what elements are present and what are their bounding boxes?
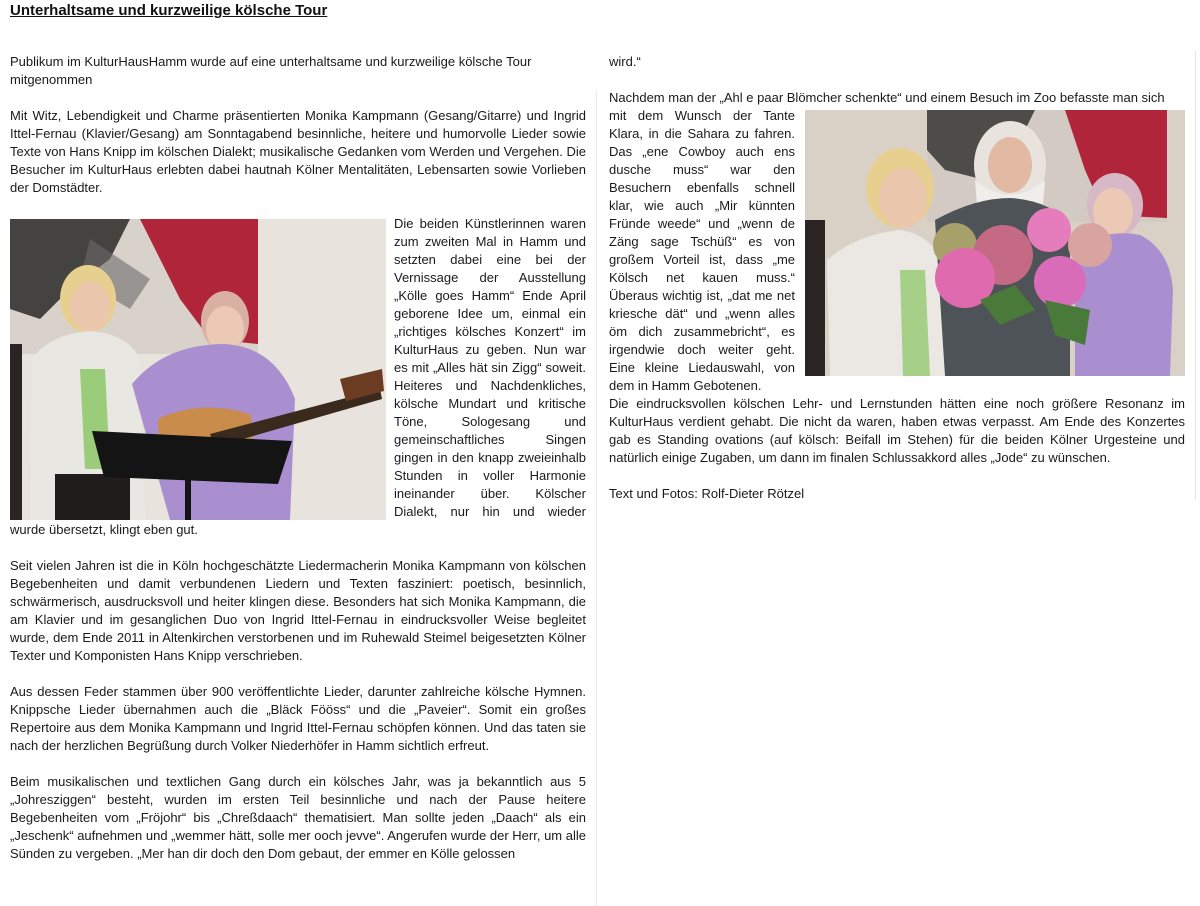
left-column [10,53,586,863]
paragraph-1: Mit Witz, Lebendigkeit und Charme präsentierten Monika Kampmann (Gesang/Gitarre) und Ingrid Ittel-Fernau (Klavier/Gesang) am Sonntagabend besinnliche, heitere und humorvolle Lieder sowie Texte von Hans Knipp im kölschen Dialekt; musikalische Gedanken vom Werden und Vergehen. Die Besucher im KulturHaus erlebten dabei hautnah Kölner Mentalitäten, Lebensarten sowie Vorlieben der Domstädter. [10,108,586,195]
paragraph-3: Seit vielen Jahren ist die in Köln hochgeschätzte Liedermacherin Monika Kampmann von kölschen Begebenheiten und damit verbundenen Liedern und Texten fasziniert: poetisch, besinnlich, schwärmerisch, ausdrucksvoll und heiter klingen diese. Besonders hat sich Monika Kampmann, die am Klavier und im gesanglichen Duo von Ingrid Ittel-Fernau in eindrucksvoller Weise begleitet wurde, dem Ende 2011 in Altenkirchen verstorbenen und im Ruhewald Steimel beigesetzten Kölner Texter und Komponisten Hans Knipp verschrieben. [10,558,586,663]
lead-paragraph: Publikum im KulturHausHamm wurde auf eine unterhaltsame und kurzweilige kölsche Tour mitgenommen [10,54,532,87]
concert-photo [10,219,386,520]
article-title: Unterhaltsame und kurzweilige kölsche Tour [10,2,328,19]
right-column [609,53,1185,503]
page-edge-divider [1195,50,1196,500]
flowers-photo [805,110,1185,376]
concert-photo-image [10,219,386,520]
flowers-photo-image [805,110,1185,376]
paragraph-7: Die eindrucksvollen kölschen Lehr- und Lernstunden hätten eine noch größere Resonanz im KulturHaus verdient gehabt. Die nicht da waren, haben etwas verpasst. Am Ende des Konzertes gab es Standing ovations (auf kölsch: Beifall im Stehen) für die beiden Kölner Urgesteine und natürlich einige Zugaben, um dann im finalen Schlussakkord alles „Jode“ zu wünschen. [609,396,1185,465]
paragraph-4: Aus dessen Feder stammen über 900 veröffentlichte Lieder, darunter zahlreiche kölsche Hymnen. Knippsche Lieder übernahmen auch die „Bläck Fööss“ und die „Paveier“. Somit ein großes Repertoire aus dem Monika Kampmann und Ingrid Ittel-Fernau schöpfen können. Und das taten sie nach der herzlichen Begrüßung durch Volker Niederhöfer in Hamm sichtlich erfreut. [10,684,586,753]
paragraph-6: mit dem Wunsch der Tante Klara, in die Sahara zu fahren. Das „ene Cowboy auch ens dusche muss“ war den Besuchern ebenfalls schnell klar, wie auch „Mir künnten Fründe weede“ und „wenn de Zäng sage Tschüß“ es von großem Vorteil ist, dass „me Kölsch net kauen muss.“ Überaus wichtig ist, „dat me net kriesche dät“ und „wenn alles öm dich zusammebricht“, es irgendwie doch weiter geht. Eine kleine Liedauswahl, von dem in Hamm Gebotenen. [609,108,795,393]
paragraph-5: Beim musikalischen und textlichen Gang durch ein kölsches Jahr, was ja bekanntlich aus 5 „Johresziggen“ besteht, wurden im ersten Teil besinnliche und nach der Pause heitere Begebenheiten vom „Fröjohr“ bis „Chreßdaach“ thematisiert. Man sollte jeden „Daach“ als ein „Jeschenk“ aufnehmen und „wemmer hätt, solle mer ooch jevve“. Angerufen wurde der Herr, um alle Sünden zu vergeben. „Mer han dir doch den Dom gebaut, der emmer en Kölle gelossen [10,774,586,861]
column-divider [596,90,597,906]
paragraph-2: Die beiden Künstlerinnen waren zum zweiten Mal in Hamm und setzten dabei eine bei der Vernissage der Ausstellung „Kölle goes Hamm“ Ende April geborene Idee um, einmal ein „richtiges kölsches Konzert“ im KulturHaus zu geben. Nun war es mit „Alles hät sin Zigg“ soweit. Heiteres und Nachdenkliches, kölsche Mundart und kritische Töne, Sologesang und gemeinschaftliches Singen gingen in den knapp zweieinhalb Stunden in voller Harmonie ineinander über. Kölscher Dialekt, nur hin und wieder wurde übersetzt, klingt eben gut. [10,216,586,537]
paragraph-5-continued: wird.“ [609,54,641,69]
photo-credit: Text und Fotos: Rolf-Dieter Rötzel [609,486,805,501]
paragraph-6-first-line: Nachdem man der „Ahl e paar Blömcher schenkte“ und einem Besuch im Zoo befasste man sich [609,90,1165,105]
